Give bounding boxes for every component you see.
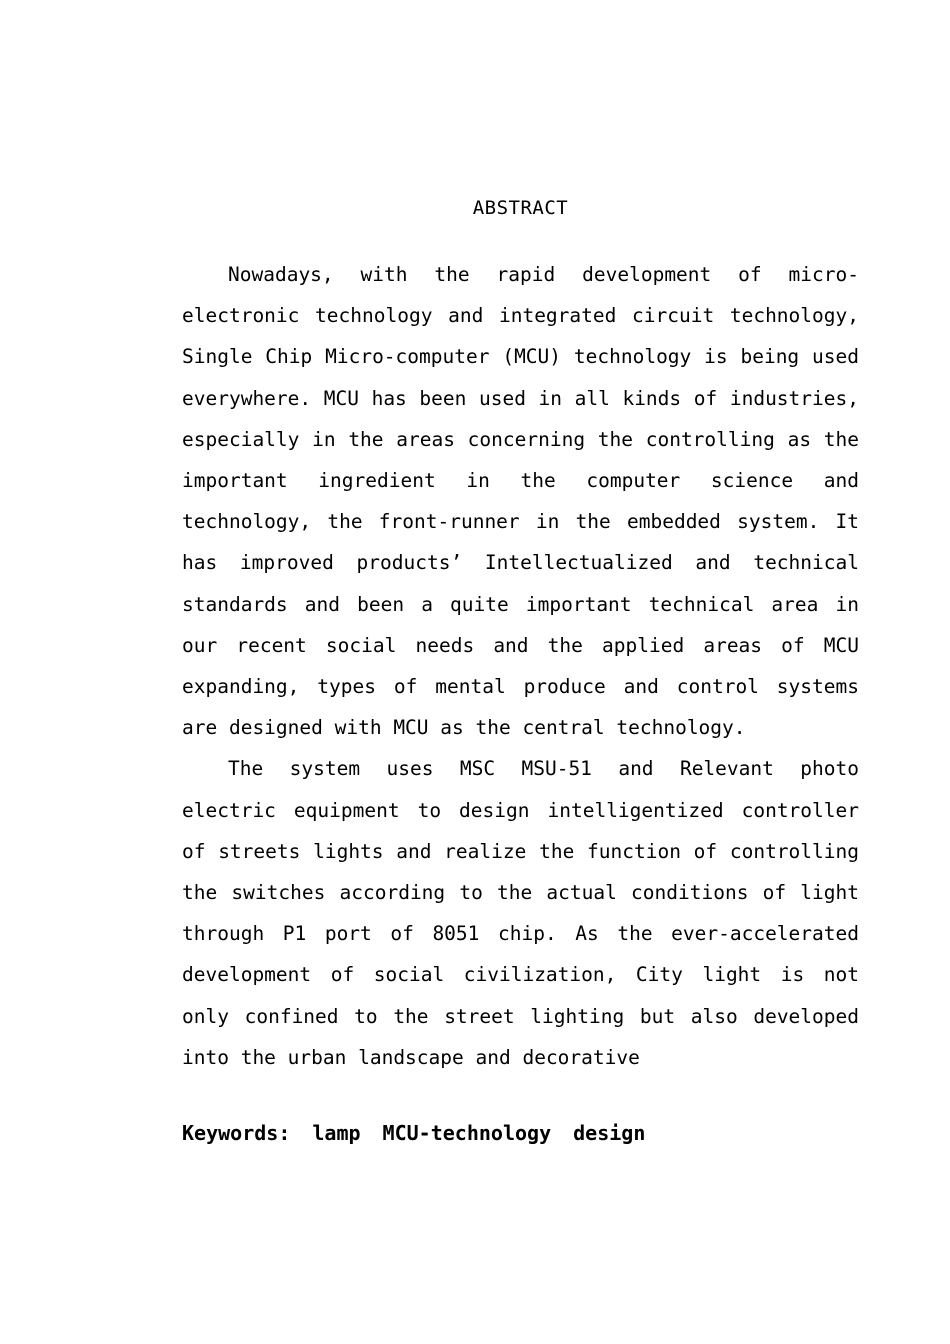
- abstract-paragraph-1: Nowadays, with the rapid development of micro-electronic technology and integrated circuit technology, Single Chip Micro-computer (MCU) technology is being used everywhere. MCU has been used in all kinds of industries, especially in the areas concerning the controlling as the important ingredient in the computer science and technology, the front-runner in the embedded system. It has improved products’ Intellectualized and technical standards and been a quite important technical area in our recent social needs and the applied areas of MCU expanding, types of mental produce and control systems are designed with MCU as the central technology.: [182, 263, 859, 740]
- document-page: [182, 190, 859, 1151]
- keywords-line: [182, 1115, 859, 1151]
- abstract-paragraph-2: The system uses MSC MSU-51 and Relevant photo electric equipment to design intelligentized controller of streets lights and realize the function of controlling the switches according to the actual conditions of light through P1 port of 8051 chip. As the ever-accelerated development of social civilization, City light is not only confined to the street lighting but also developed into the urban landscape and decorative: [182, 757, 859, 1069]
- abstract-title: ABSTRACT: [472, 197, 569, 219]
- keyword-item: lamp: [312, 1121, 361, 1146]
- keyword-item: design: [573, 1121, 646, 1146]
- keywords-label: Keywords:: [182, 1121, 291, 1146]
- keyword-item: MCU-technology: [382, 1121, 552, 1146]
